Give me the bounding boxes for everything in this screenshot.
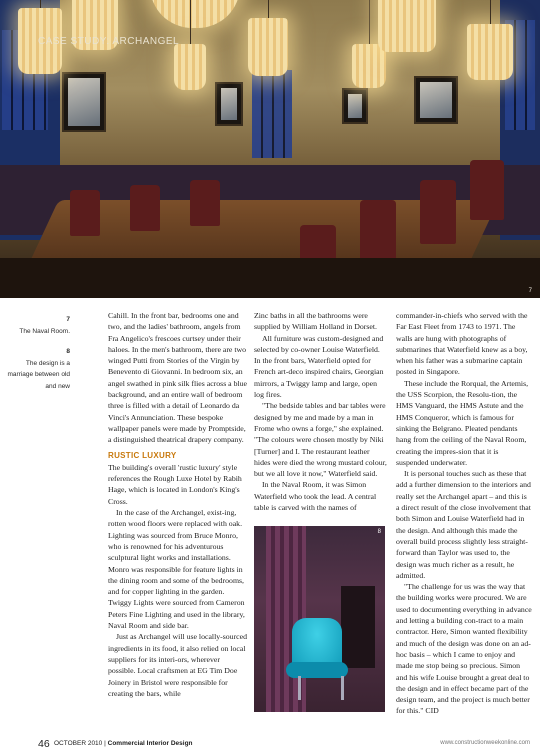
hero-chair — [130, 185, 160, 231]
caption-text: The Naval Room. — [19, 327, 70, 335]
pendant-lamp — [467, 24, 513, 80]
pendant-lamp — [150, 0, 240, 28]
pendant-lamp — [378, 0, 436, 52]
turquoise-stool — [292, 618, 342, 672]
stool-legs — [298, 676, 344, 700]
caption-number: 7 — [66, 316, 70, 323]
hero-framed-photo — [62, 72, 106, 132]
article-column-2 — [254, 310, 388, 513]
pendant-lamp — [352, 44, 386, 88]
paragraph: commander-in-chiefs who served with the Far East Fleet from 1743 to 1971. The walls are hung with photographs of submarines that Waterfield knew as a boy, when his father was a submarine captain posted in Singapore. — [396, 311, 528, 377]
side-cabinet — [341, 586, 375, 668]
hero-chair — [360, 200, 396, 264]
paragraph: In the Naval Room, it was Simon Waterfield who took the lead. A central table is carved with the names of — [254, 480, 377, 513]
caption-text: The design is a marriage between old and new — [7, 359, 70, 390]
paragraph: The building's overall 'rustic luxury' style references the Rough Luxe Hotel by Rabih Hage, which is located in London's King's Cross. — [108, 462, 242, 506]
section-label: CASE STUDY: ARCHANGEL — [38, 36, 180, 47]
article-column-3 — [396, 310, 532, 717]
website-url: www.constructionweekonline.com — [440, 740, 530, 746]
hero-chair — [420, 180, 456, 244]
paragraph: Cahill. In the front bar, bedrooms one and two, and the ladies' bathroom, angels from Fra Angelico's frescoes curtsey under their haloes. In the men's bathroom, there are two winged Putti from Stories of the Virgin by Benevento di Giovanni. In bedroom six, an angel swathed in pink silk flies across a blue background, and an entire wall of bedroom three is filled with a detail of Leonardo da Vinci's Annunciation. These bespoke wallpaper panels were made by Promptside, a distinguished theatrical drapery company. — [108, 311, 248, 445]
paragraph: It is personal touches such as these that add a further dimension to the interiors and really set the Archangel apart – and this is a direct result of the close involvement that both Simon and Louise Waterfield had in the design. And although this made the overall build process slightly less straight-forward than Taylor was used to, the design was much richer as a result, he admitted. — [396, 469, 531, 580]
hero-chair — [190, 180, 220, 226]
hero-chair — [470, 160, 504, 220]
paragraph: Zinc baths in all the bathrooms were supplied by William Holland in Dorset. — [254, 311, 377, 332]
subheading: RUSTIC LUXURY — [108, 450, 177, 460]
hero-framed-photo — [215, 82, 243, 126]
photo-caption-8 — [0, 346, 70, 392]
page-number: 46 — [38, 738, 50, 750]
magazine-name: Commercial Interior Design — [107, 740, 193, 747]
pendant-lamp — [248, 18, 288, 76]
photo-caption-7 — [0, 314, 70, 337]
paragraph: These include the Rorqual, the Artemis, the USS Scorpion, the Resolu-tion, the HMS Vanguard, the HMS Astute and the HMS Conqueror, which is famous for sinking the Belgrano. Pleated pendants hang from the ceiling of the Naval Room, creating the impres-sion that it is suspended underwater. — [396, 378, 529, 467]
hero-framed-photo — [414, 76, 458, 124]
issue-date: OCTOBER 2010 — [54, 740, 103, 747]
photo-number: 7 — [528, 288, 532, 294]
paragraph: "The bedside tables and bar tables were designed by me and made by a man in Frome who owns a forge," she explained. "The colours were chosen mostly by Niki [Turner] and I. The restaurant leather hides were died the wrong mustard colour, but we all love it now," Waterfield said. — [254, 401, 387, 479]
page-footer — [0, 734, 540, 754]
paragraph: "The challenge for us was the way that the building works were procured. We are used to documenting everything in advance and letting a building con-tract to a main contractor. Here, Simon wanted flexibility and much of the design was done on an ad-hoc basis – which I came to enjoy and made me stop being so precious. Simon and his wife Louise brought a great deal to the design and in effect became part of the design team, and the project is much better for this." CID — [396, 582, 532, 716]
hero-framed-photo — [342, 88, 368, 124]
caption-number: 8 — [66, 348, 70, 355]
issue-line — [54, 740, 193, 747]
stool-photo — [254, 526, 385, 712]
separator: | — [104, 740, 106, 747]
article-column-1 — [108, 310, 248, 699]
paragraph: Just as Archangel will use locally-sourced ingredients in its food, it also relied on local suppliers for its interi-ors, wherever possible. Local craftsmen at EG Tim Doe Joinery in Bristol were responsible for creating the bars, while — [108, 632, 247, 698]
hero-window — [252, 70, 292, 158]
paragraph: In the case of the Archangel, exist-ing, rotten wood floors were replaced with oak. Lighting was sourced from Bruce Monro, who is renowned for his adventurous sculptural light works and installations. Monro was responsible for feature lights in the dining room and some of the bedrooms, and for copper lighting in the garden. Twiggy Lights were sourced from Cameron Peters Fine Lighting and used in the library, Naval Room and side bar. — [108, 508, 245, 631]
photo-number: 8 — [377, 529, 381, 535]
hero-photo — [0, 0, 540, 298]
hero-chair — [70, 190, 100, 236]
pendant-lamp — [174, 44, 206, 90]
hero-floor — [0, 258, 540, 298]
paragraph: All furniture was custom-designed and selected by co-owner Louise Waterfield. In the front bars, Waterfield opted for French art-deco inspired chairs, Georgian mirrors, a Twiggy lamp and large, open log fires. — [254, 333, 384, 400]
